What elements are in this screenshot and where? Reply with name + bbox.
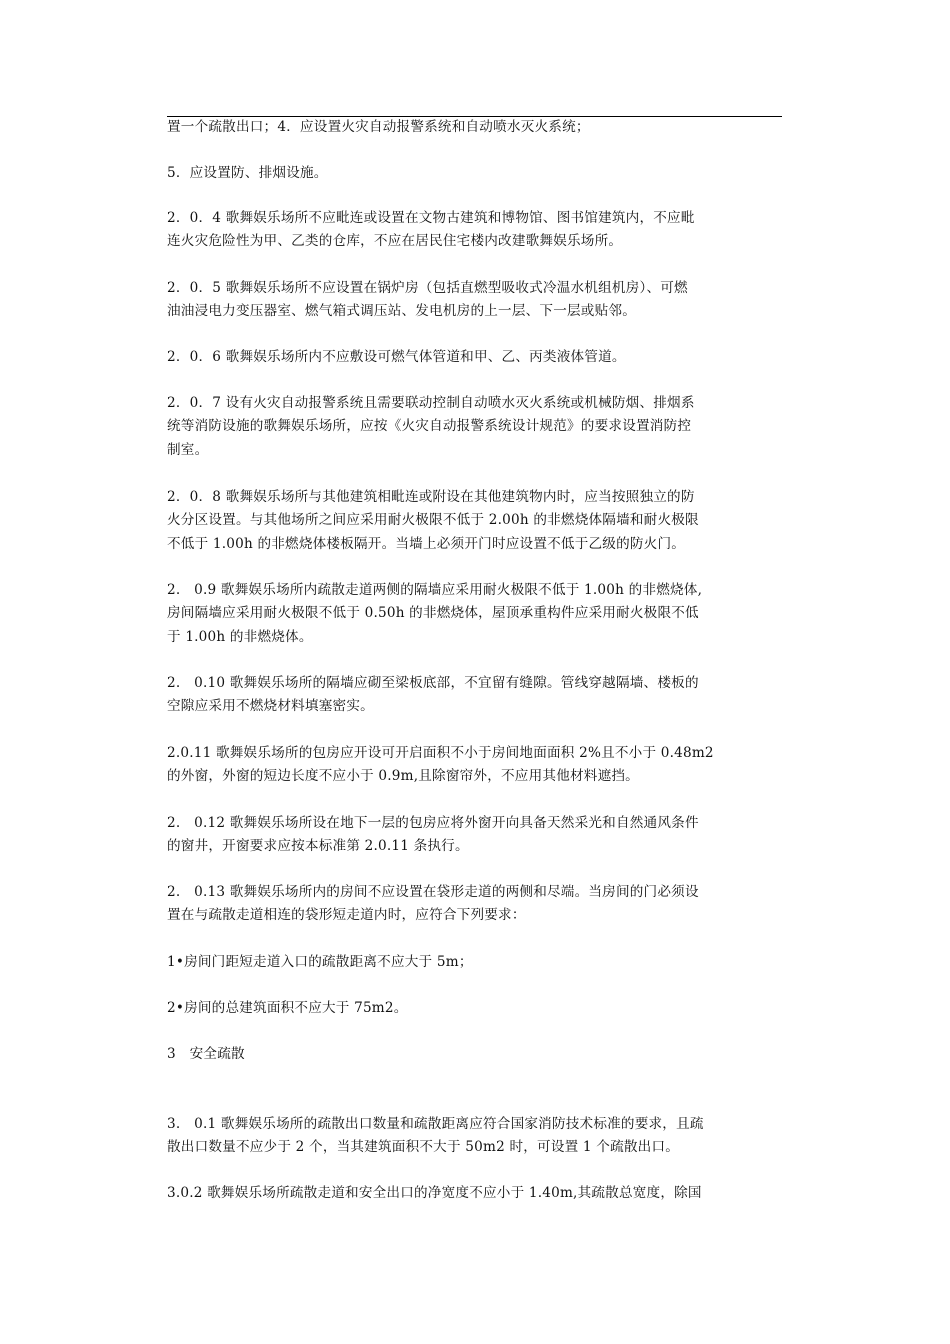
paragraph (167, 1113, 782, 1160)
text-line: 2．0．5 歌舞娱乐场所不应设置在锅炉房（包括直燃型吸收式冷温水机组机房）、可燃 (167, 280, 688, 296)
paragraph (167, 672, 782, 719)
text-line: 2．0．4 歌舞娱乐场所不应毗连或设置在文物古建筑和博物馆、图书馆建筑内，不应毗 (167, 210, 695, 226)
paragraph (167, 579, 782, 649)
paragraph (167, 346, 782, 369)
text-line: 2. 0.12 歌舞娱乐场所设在地下一层的包房应将外窗开向具备天然采光和自然通风条件 (167, 815, 699, 831)
paragraph (167, 486, 782, 556)
paragraph (167, 881, 782, 928)
paragraph (167, 1043, 782, 1066)
paragraph (167, 742, 782, 789)
text-line: 2.0.11 歌舞娱乐场所的包房应开设可开启面积不小于房间地面面积 2%且不小于 0.48m2 (167, 745, 714, 761)
text-line: 2．0．6 歌舞娱乐场所内不应敷设可燃气体管道和甲、乙、丙类液体管道。 (167, 349, 626, 365)
text-line: 散出口数量不应少于 2 个，当其建筑面积不大于 50m2 时，可设置 1 个疏散出口。 (167, 1139, 680, 1156)
text-line: 2．0．7 设有火灾自动报警系统且需要联动控制自动喷水灭火系统或机械防烟、排烟系 (167, 395, 695, 411)
text-line: 2. 0.9 歌舞娱乐场所内疏散走道两侧的隔墙应采用耐火极限不低于 1.00h 的非燃烧体, (167, 582, 703, 598)
paragraph (167, 116, 782, 139)
paragraph (167, 997, 782, 1020)
text-line: 于 1.00h 的非燃烧体。 (167, 628, 313, 645)
text-line: 的窗井，开窗要求应按本标准第 2.0.11 条执行。 (167, 838, 469, 855)
paragraph (167, 812, 782, 859)
text-line: 火分区设置。与其他场所之间应采用耐火极限不低于 2.00h 的非燃烧体隔墙和耐火极限 (167, 512, 699, 529)
text-line: 5．应设置防、排烟设施。 (167, 165, 328, 181)
text-line: 制室。 (167, 441, 209, 458)
paragraph (167, 277, 782, 324)
text-line: 2．0．8 歌舞娱乐场所与其他建筑相毗连或附设在其他建筑物内时，应当按照独立的防 (167, 489, 695, 505)
text-line: 置在与疏散走道相连的袋形短走道内时，应符合下列要求： (167, 907, 526, 924)
text-line: 3. 0.1 歌舞娱乐场所的疏散出口数量和疏散距离应符合国家消防技术标准的要求，且疏 (167, 1116, 704, 1132)
paragraph (167, 1182, 782, 1205)
text-line: 不低于 1.00h 的非燃烧体楼板隔开。当墙上必须开门时应设置不低于乙级的防火门。 (167, 535, 686, 552)
paragraph (167, 951, 782, 974)
text-line: 3 安全疏散 (167, 1046, 245, 1062)
text-line: 房间隔墙应采用耐火极限不低于 0.50h 的非燃烧体，屋顶承重构件应采用耐火极限不低 (167, 605, 699, 622)
text-line: 2. 0.10 歌舞娱乐场所的隔墙应砌至梁板底部，不宜留有缝隙。管线穿越隔墙、楼板的 (167, 675, 699, 691)
text-line: 的外窗，外窗的短边长度不应小于 0.9m,且除窗帘外，不应用其他材料遮挡。 (167, 768, 639, 785)
text-line: 油油浸电力变压器室、燃气箱式调压站、发电机房的上一层、下一层或贴邻。 (167, 303, 636, 320)
paragraph (167, 392, 782, 462)
text-line: 1•房间门距短走道入口的疏散距离不应大于 5m； (167, 954, 473, 970)
paragraph (167, 162, 782, 185)
text-line: 2•房间的总建筑面积不应大于 75m2。 (167, 1000, 408, 1016)
text-line: 统等消防设施的歌舞娱乐场所，应按《火灾自动报警系统设计规范》的要求设置消防控 (167, 418, 692, 435)
text-line: 空隙应采用不燃烧材料填塞密实。 (167, 698, 374, 715)
text-line: 2. 0.13 歌舞娱乐场所内的房间不应设置在袋形走道的两侧和尽端。当房间的门必须设 (167, 884, 699, 900)
text-line: 3.0.2 歌舞娱乐场所疏散走道和安全出口的净宽度不应小于 1.40m,其疏散总宽度，除国 (167, 1185, 702, 1201)
paragraph (167, 207, 782, 254)
text-line: 连火灾危险性为甲、乙类的仓库，不应在居民住宅楼内改建歌舞娱乐场所。 (167, 233, 623, 250)
text-line: 置一个疏散出口；4．应设置火灾自动报警系统和自动喷水灭火系统； (167, 119, 590, 135)
